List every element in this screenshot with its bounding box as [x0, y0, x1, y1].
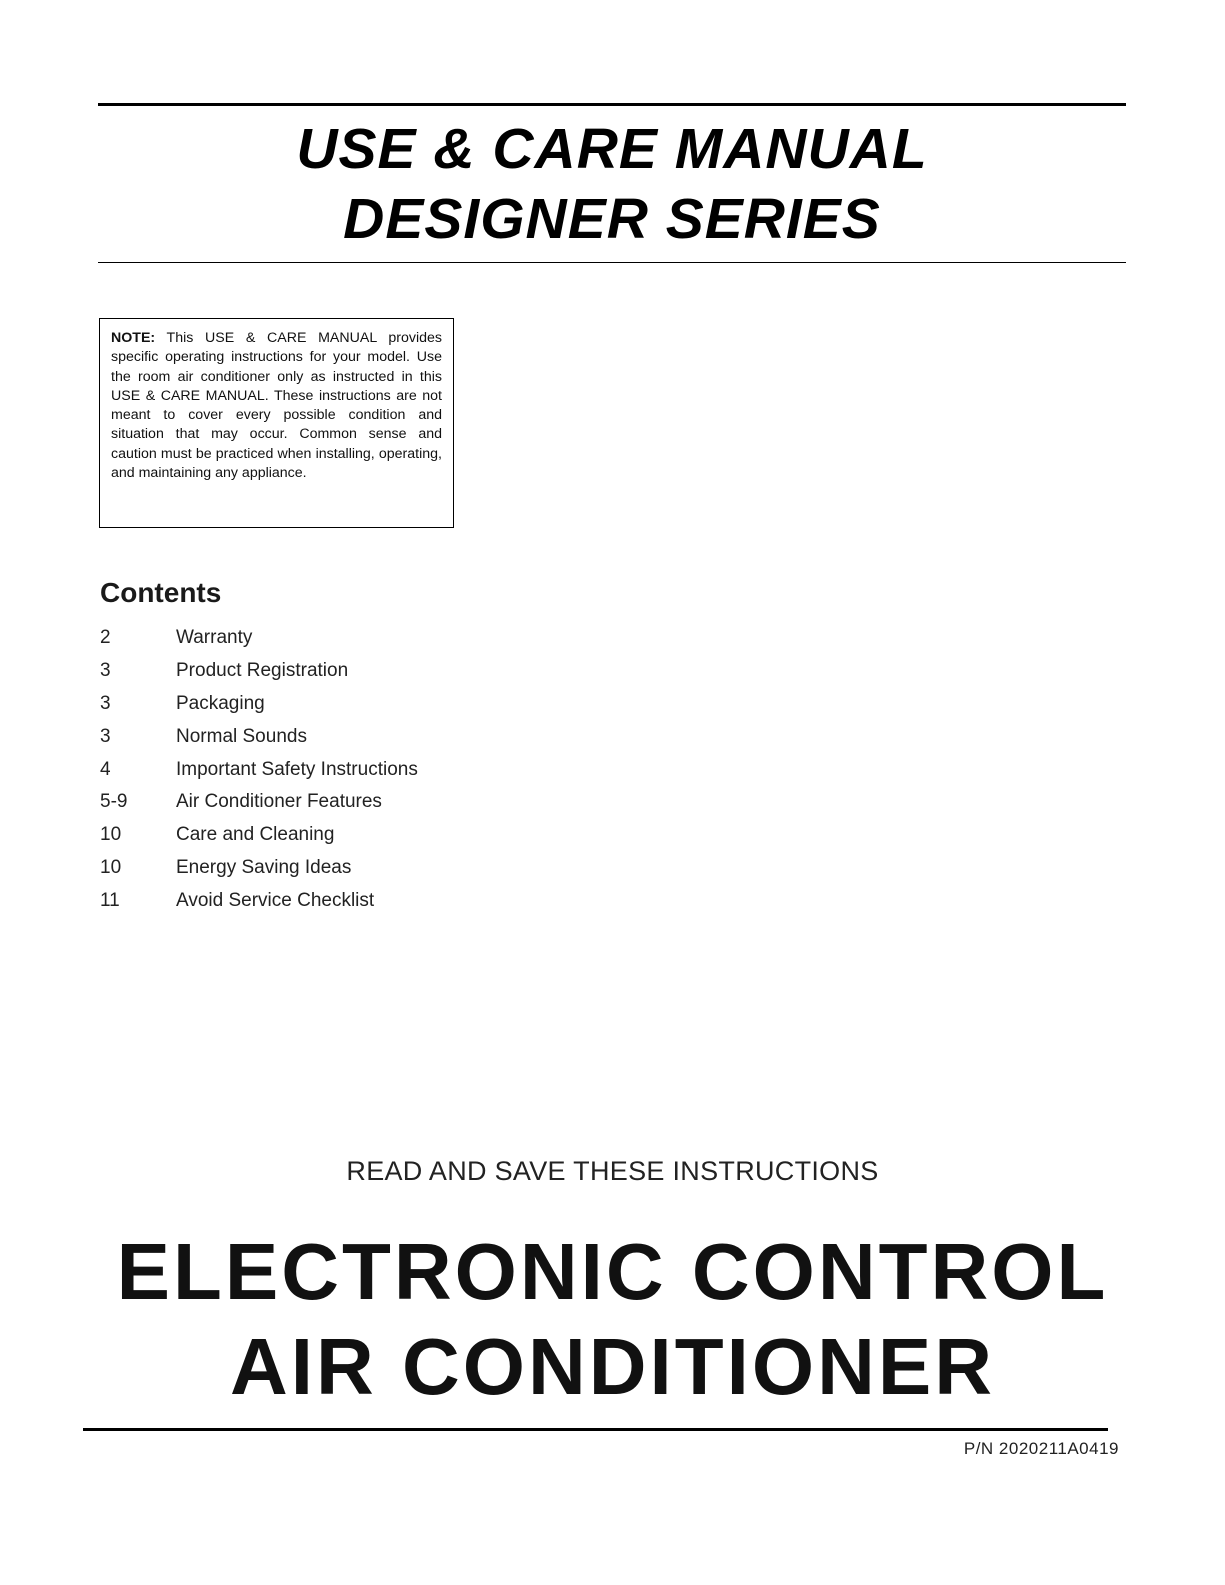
bottom-rule [83, 1428, 1108, 1431]
toc-item [100, 622, 600, 655]
table-of-contents [100, 622, 600, 917]
toc-page-number: 2 [100, 627, 111, 649]
note-label: NOTE: [111, 330, 156, 346]
toc-entry-title: Normal Sounds [176, 725, 307, 747]
toc-page-number: 10 [100, 856, 122, 878]
toc-item [100, 688, 600, 721]
toc-item [100, 655, 600, 688]
read-save-instructions: READ AND SAVE THESE INSTRUCTIONS [346, 1156, 879, 1186]
toc-entry-title: Air Conditioner Features [176, 791, 382, 813]
toc-entry-title: Important Safety Instructions [176, 758, 418, 780]
manual-title: USE & CARE MANUAL [296, 117, 928, 181]
toc-page-number: 3 [100, 692, 111, 714]
toc-entry-title: Energy Saving Ideas [176, 856, 352, 878]
toc-entry-title: Avoid Service Checklist [176, 889, 375, 911]
toc-page-number: 3 [100, 725, 111, 747]
product-name-line-2: AIR CONDITIONER [230, 1322, 995, 1411]
contents-heading: Contents [100, 577, 222, 608]
part-number: P/N 2020211A0419 [963, 1439, 1119, 1458]
toc-entry-title: Product Registration [176, 660, 349, 682]
toc-page-number: 11 [100, 889, 120, 911]
toc-entry-title: Warranty [176, 627, 253, 649]
top-rule [98, 103, 1126, 106]
toc-item [100, 786, 600, 819]
toc-entry-title: Care and Cleaning [176, 824, 335, 846]
title-divider [98, 262, 1126, 263]
toc-page-number: 3 [100, 660, 111, 682]
toc-item [100, 819, 600, 852]
toc-item [100, 720, 600, 753]
toc-page-number: 4 [100, 758, 111, 780]
toc-item [100, 884, 600, 917]
toc-item [100, 852, 600, 885]
toc-page-number: 10 [100, 824, 122, 846]
series-title: DESIGNER SERIES [343, 187, 881, 251]
toc-entry-title: Packaging [176, 692, 265, 714]
note-box [99, 318, 454, 528]
toc-item [100, 753, 600, 786]
note-text: This USE & CARE MANUAL provides specific operating instructions for your model. Use the room air conditioner only as instructed in this USE & CARE MANUAL. These instructions are not meant to cover every possible condition and situation that may occur. Common sense and caution must be practiced when installing, operating, and maintaining any appliance. [111, 330, 442, 482]
product-name-line-1: ELECTRONIC CONTROL [116, 1227, 1109, 1316]
toc-page-number: 5-9 [100, 791, 128, 813]
